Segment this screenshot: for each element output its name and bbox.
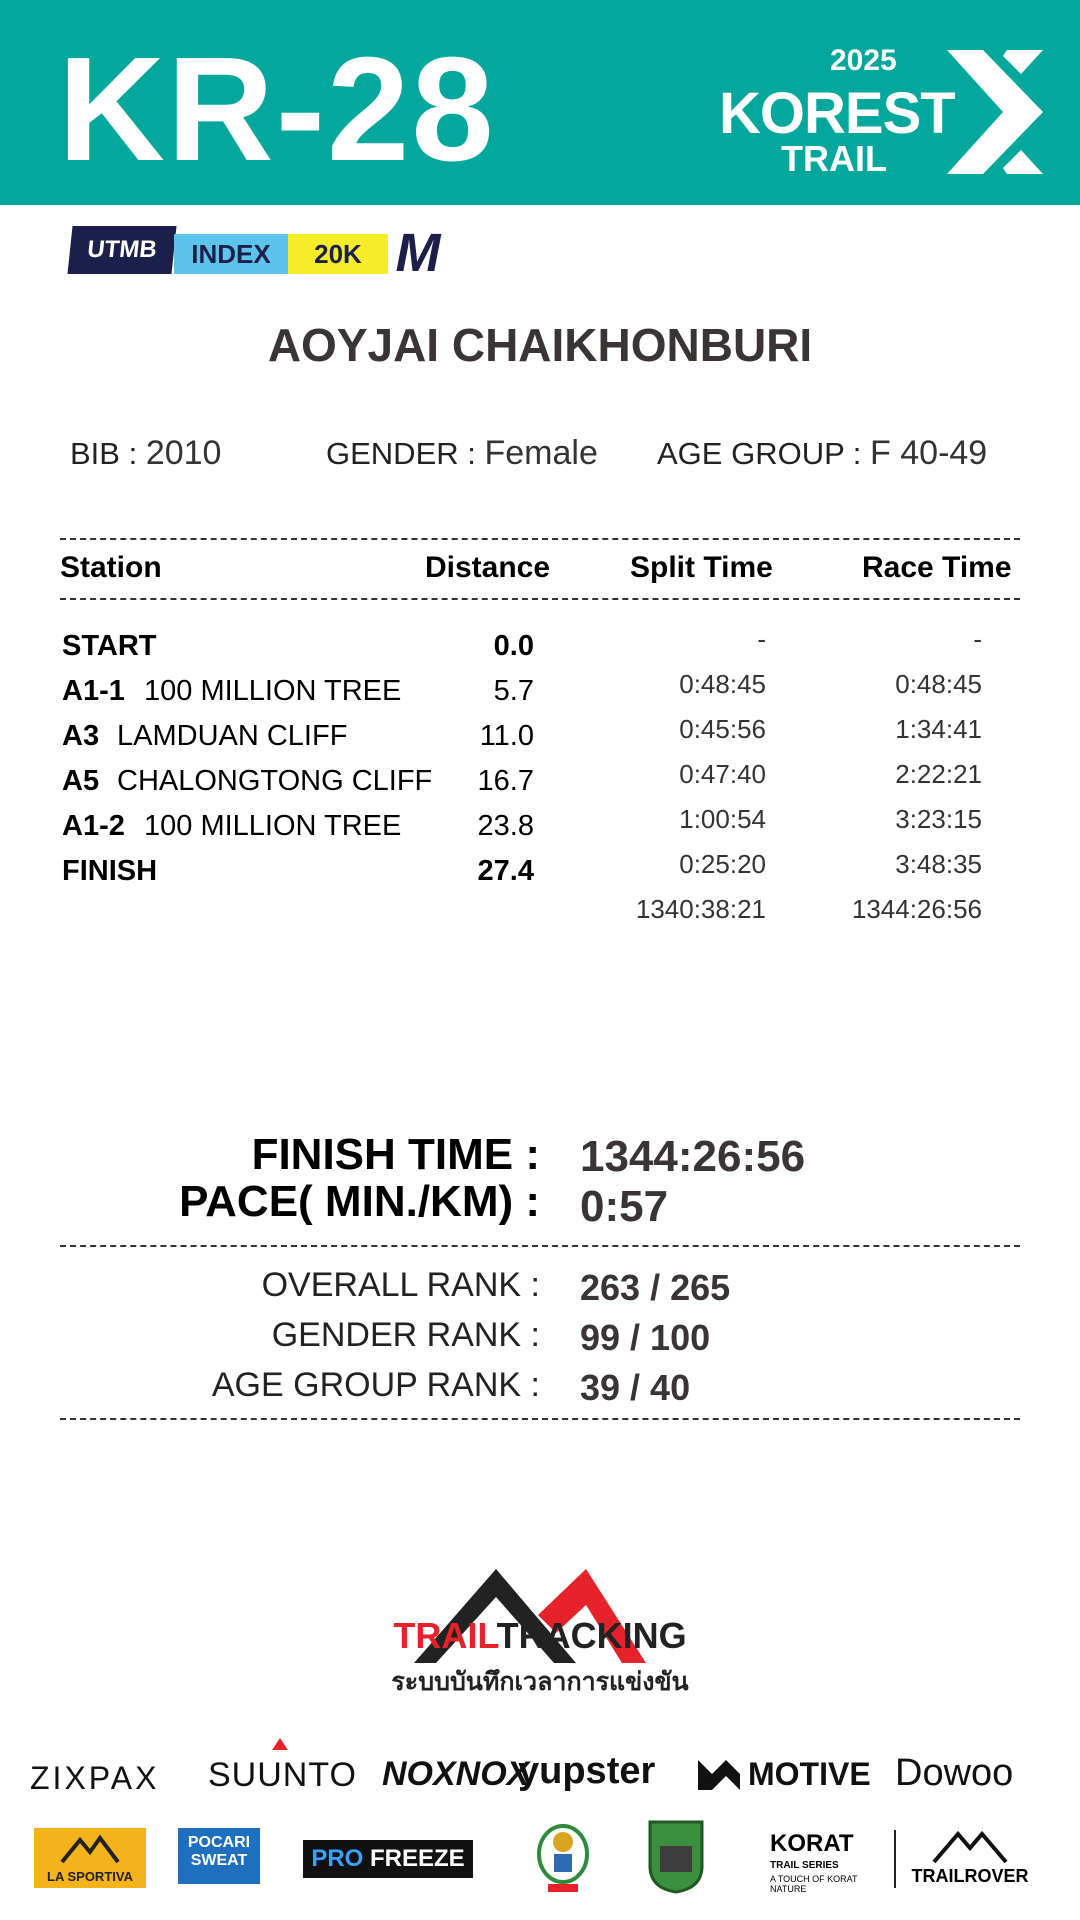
pace-value: 0:57 [580,1182,669,1231]
gender-value: Female [484,434,598,472]
table-row [0,849,1080,899]
park-emblem-icon [644,1818,708,1894]
age-group-rank-value: 39 / 40 [580,1367,691,1408]
race-time: 0:48:45 [895,669,982,699]
race-time: - [973,624,982,654]
split-time-total: 1340:38:21 [635,894,766,924]
gender-info [326,434,598,473]
station-code: A5 [62,765,100,797]
divider [894,1830,896,1888]
split-time: - [757,624,766,654]
mountain-icon [60,1834,120,1864]
station-name: LAMDUAN CLIFF [117,720,348,752]
race-time: 1:34:41 [895,714,982,744]
x-mark-icon [947,50,1043,174]
age-group-rank-label: AGE GROUP RANK : [211,1366,540,1404]
table-row [0,804,1080,854]
split-time: 1:00:54 [679,804,766,834]
sponsor-zixpax: ZIXPAX [30,1760,160,1796]
station-distance: 0.0 [493,630,534,662]
trailtracking-tagline: ระบบบันทึกเวลาการแข่งขัน [391,1668,689,1696]
wordmark-tracking: TRACKING [496,1615,687,1656]
station-code: A3 [62,720,100,752]
sponsor-suunto [208,1756,357,1795]
gender-rank-value: 99 / 100 [580,1317,711,1358]
sponsor-trailrover-text: TRAILROVER [911,1866,1029,1886]
station-code: START [62,630,157,662]
header-split-time: Split Time [630,551,773,584]
divider [60,598,1020,600]
finish-time-value: 1344:26:56 [580,1132,806,1181]
m-mark: M [395,223,441,283]
bib-value: 2010 [145,434,222,472]
split-time: 0:47:40 [679,759,766,789]
bib-info [70,434,221,473]
race-time: 3:48:35 [895,849,982,879]
station-code: A1-2 [62,810,125,842]
sponsor-pocari-sweat [178,1828,260,1884]
sponsor-noxnox: NOXNOX [382,1755,530,1793]
bib-label: BIB : [70,436,138,471]
distance-label: 20K [288,234,388,274]
table-row [0,759,1080,809]
overall-rank-label: OVERALL RANK : [261,1266,540,1304]
race-time: 2:22:21 [895,759,982,789]
age-group-label: AGE GROUP : [657,436,862,471]
index-label: INDEX [174,234,288,274]
table-row [0,714,1080,764]
pocari-line-1: POCARI [187,1834,251,1851]
runner-name: AOYJAI CHAIKHONBURI [267,319,813,371]
pace-label: PACE( MIN./KM) : [179,1177,540,1226]
sponsor-la-sportiva [34,1828,146,1888]
trailtracking-wordmark [0,1615,1080,1657]
station-name: 100 MILLION TREE [144,810,402,842]
overall-rank-value: 263 / 265 [580,1267,731,1308]
station-code: A1-1 [62,675,125,707]
pro-freeze-freeze: FREEZE [370,1845,465,1872]
station-distance: 11.0 [479,720,534,752]
triangle-icon [272,1738,288,1750]
motive-m-icon [698,1760,740,1790]
header-distance: Distance [425,551,551,584]
wordmark-trail: TRAIL [393,1615,497,1656]
mountain-icon [932,1828,1008,1864]
station-distance: 5.7 [493,675,534,707]
finish-time-label: FINISH TIME : [251,1130,540,1179]
header-race-time: Race Time [862,551,1012,584]
brand-name: KOREST [719,81,955,146]
korest-trail-logo [715,40,1045,180]
station-distance: 23.8 [477,810,534,842]
race-code: KR-28 [58,27,496,192]
korat-title: KORAT [770,1830,854,1857]
station-distance: 16.7 [477,765,534,797]
sponsor-motive-text: MOTIVE [748,1756,871,1792]
station-name: 100 MILLION TREE [144,675,402,707]
sponsor-suunto-text: SUUNTO [208,1756,357,1794]
sponsor-pro-freeze [303,1840,473,1878]
sponsor-yupster: yupster [518,1750,656,1792]
sponsor-trailrover [910,1826,1030,1890]
divider [60,1245,1020,1247]
station-distance: 27.4 [477,855,534,887]
brand-year: 2025 [830,44,897,77]
sponsor-la-sportiva-text: LA SPORTIVA [47,1869,133,1884]
brand-sub: TRAIL [781,138,887,179]
sponsor-dowoo: Dowoo [895,1752,1014,1794]
header-station: Station [60,551,162,584]
sponsor-korat-trail-series [770,1830,880,1894]
pro-freeze-pro: PRO [311,1845,364,1872]
korat-subtitle: TRAIL SERIES [770,1860,839,1871]
utmb-label: UTMB [67,226,176,274]
divider [60,1418,1020,1420]
table-row [0,669,1080,719]
age-group-info [657,434,987,473]
race-time-total: 1344:26:56 [851,894,982,924]
government-emblem-icon [528,1814,598,1896]
gender-rank-label: GENDER RANK : [271,1316,540,1354]
split-time: 0:48:45 [679,669,766,699]
gender-label: GENDER : [326,436,476,471]
race-time: 3:23:15 [895,804,982,834]
station-code: FINISH [62,855,158,887]
sponsor-motive [698,1756,871,1793]
divider [60,538,1020,540]
split-time: 0:45:56 [679,714,766,744]
pocari-line-2: SWEAT [190,1852,248,1869]
table-row-total [0,894,1080,944]
age-group-value: F 40-49 [870,434,988,472]
split-time: 0:25:20 [679,849,766,879]
korat-tagline: A TOUCH OF KORAT NATURE [770,1874,858,1894]
station-name: CHALONGTONG CLIFF [117,765,433,797]
table-row [0,624,1080,674]
